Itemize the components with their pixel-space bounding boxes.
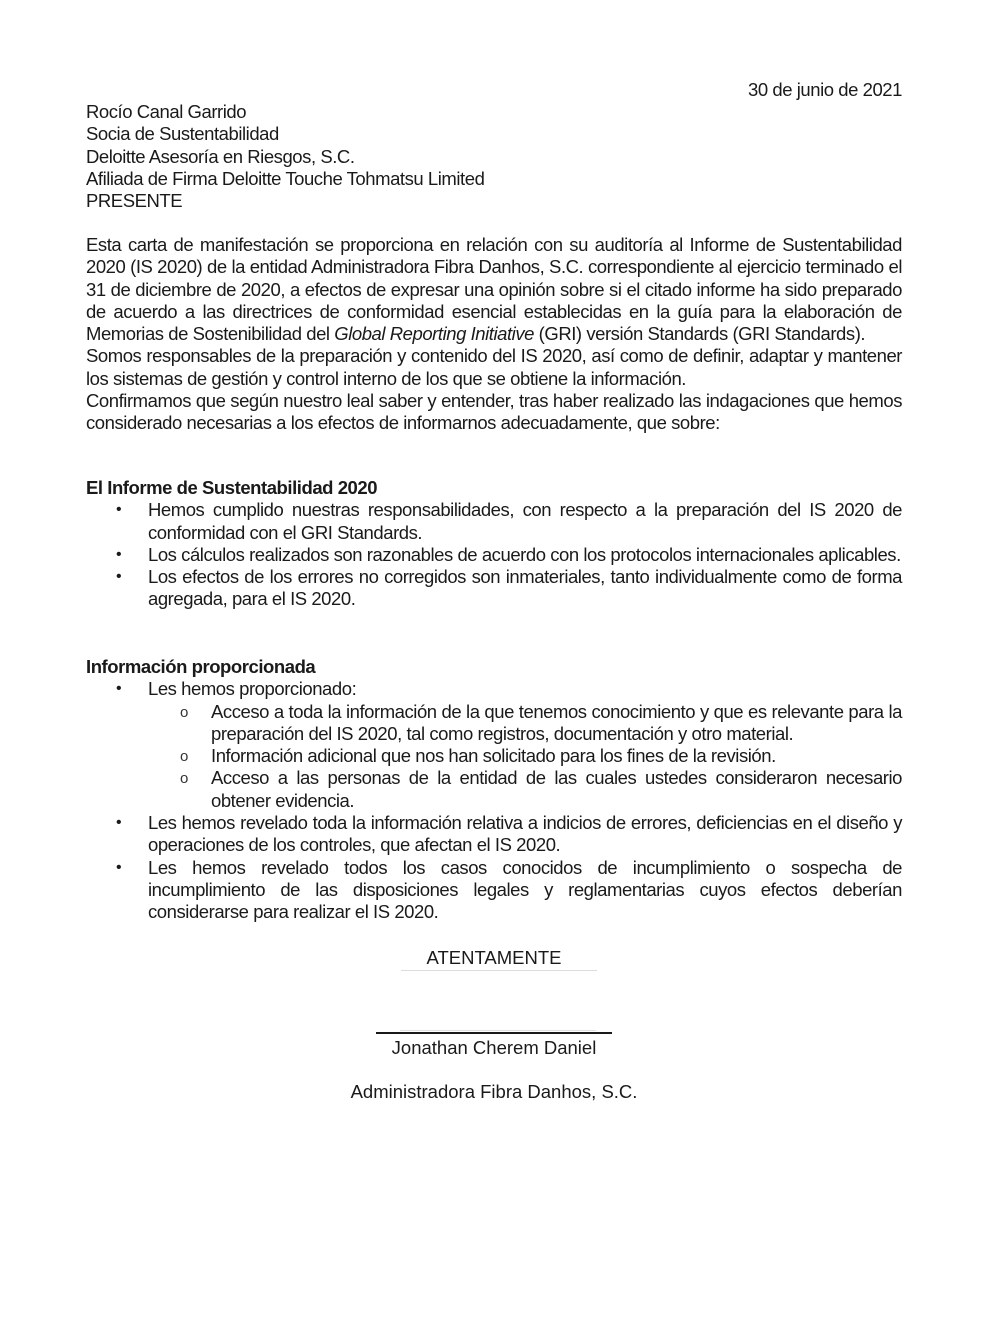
list-item [86, 678, 902, 812]
list-item [86, 857, 902, 924]
section-informacion [86, 656, 902, 924]
sub-list-item [148, 767, 902, 812]
sub-list-item-text: Información adicional que nos han solicitado para los fines de la revisión. [211, 745, 776, 767]
section-heading: El Informe de Sustentabilidad 2020 [86, 477, 378, 498]
circle-bullet-icon: o [180, 770, 188, 788]
list-item-text: Los efectos de los errores no corregidos son inmateriales, tanto individualmente como de forma agregada, para el IS 2020. [148, 566, 902, 610]
sub-list-item-text: Acceso a toda la información de la que tenemos conocimiento y que es relevante para la preparación del IS 2020, tal como registros, documentación y otro material. [211, 700, 902, 744]
recipient-title: Socia de Sustentabilidad [86, 123, 279, 145]
bullet-icon: • [116, 568, 122, 586]
recipient-affiliation: Afiliada de Firma Deloitte Touche Tohmatsu Limited [86, 167, 485, 189]
sub-list-item [148, 701, 902, 746]
recipient-name: Rocío Canal Garrido [86, 101, 247, 122]
intro-p1-tail: (GRI) versión Standards (GRI Standards). [533, 323, 866, 345]
bullet-list [86, 678, 902, 923]
intro-p1-text: Esta carta de manifestación se proporciona en relación con su auditoría al Informe de Sustentabilidad 2020 (IS 2020) de la entidad Administradora Fibra Danhos, S.C. correspondiente al ejercicio terminado el 31 de diciembre de 2020, a efectos de expresar una opinión sobre si el citado informe ha sido preparado de acuerdo a las directrices de conformidad esencial establecidas en la guía para la elaboración de Memorias de Sostenibilidad del [86, 234, 902, 345]
signature-guide-line [400, 1030, 596, 1031]
recipient-block [86, 101, 484, 212]
list-item-text: Les hemos revelado todos los casos conocidos de incumplimiento o sospecha de incumplimiento de las disposiciones legales y reglamentarias cuyos efectos deberían considerarse para realizar el IS 2020. [148, 856, 902, 923]
salutation: PRESENTE [86, 190, 183, 212]
circle-bullet-icon: o [180, 748, 188, 766]
list-item-text: Les hemos revelado toda la información relativa a indicios de errores, deficiencias en el diseño y operaciones de los controles, que afectan el IS 2020. [148, 812, 902, 856]
intro-paragraph-1 [86, 234, 902, 345]
bullet-icon: • [116, 680, 122, 698]
intro-block [86, 234, 902, 435]
bullet-icon: • [116, 545, 122, 563]
list-item-text: Hemos cumplido nuestras responsabilidades, con respecto a la preparación del IS 2020 de conformidad con el GRI Standards. [148, 499, 902, 543]
list-item-text: Les hemos proporcionado: [148, 678, 357, 700]
list-item [86, 499, 902, 544]
signature-line [376, 1032, 612, 1034]
list-item [86, 544, 902, 566]
sub-list-item-text: Acceso a las personas de la entidad de las cuales ustedes consideraron necesario obtener evidencia. [211, 767, 902, 811]
section-heading: Información proporcionada [86, 656, 316, 677]
section-informe [86, 477, 902, 611]
recipient-firm: Deloitte Asesoría en Riesgos, S.C. [86, 145, 355, 167]
bullet-icon: • [116, 814, 122, 832]
list-item-text: Los cálculos realizados son razonables de acuerdo con los protocolos internacionales aplicables. [148, 543, 901, 565]
closing: ATENTAMENTE [426, 947, 562, 968]
signer-name: Jonathan Cherem Daniel [391, 1037, 597, 1058]
intro-p1-italic: Global Reporting Initiative [334, 323, 534, 345]
list-item [86, 566, 902, 611]
sub-list-item [148, 745, 902, 767]
bullet-list [86, 499, 902, 610]
signer-company: Administradora Fibra Danhos, S.C. [350, 1081, 638, 1102]
circle-bullet-icon: o [180, 703, 188, 721]
bullet-icon: • [116, 858, 122, 876]
letter-date: 30 de junio de 2021 [748, 79, 902, 100]
closing-underline [401, 970, 597, 971]
sub-bullet-list [148, 701, 902, 812]
bullet-icon: • [116, 501, 122, 519]
intro-paragraph-2: Somos responsables de la preparación y contenido del IS 2020, así como de definir, adaptar y mantener los sistemas de gestión y control interno de los que se obtiene la información. [86, 345, 902, 389]
intro-paragraph-3: Confirmamos que según nuestro leal saber y entender, tras haber realizado las indagaciones que hemos considerado necesarias a los efectos de informarnos adecuadamente, que sobre: [86, 390, 902, 434]
list-item [86, 812, 902, 857]
